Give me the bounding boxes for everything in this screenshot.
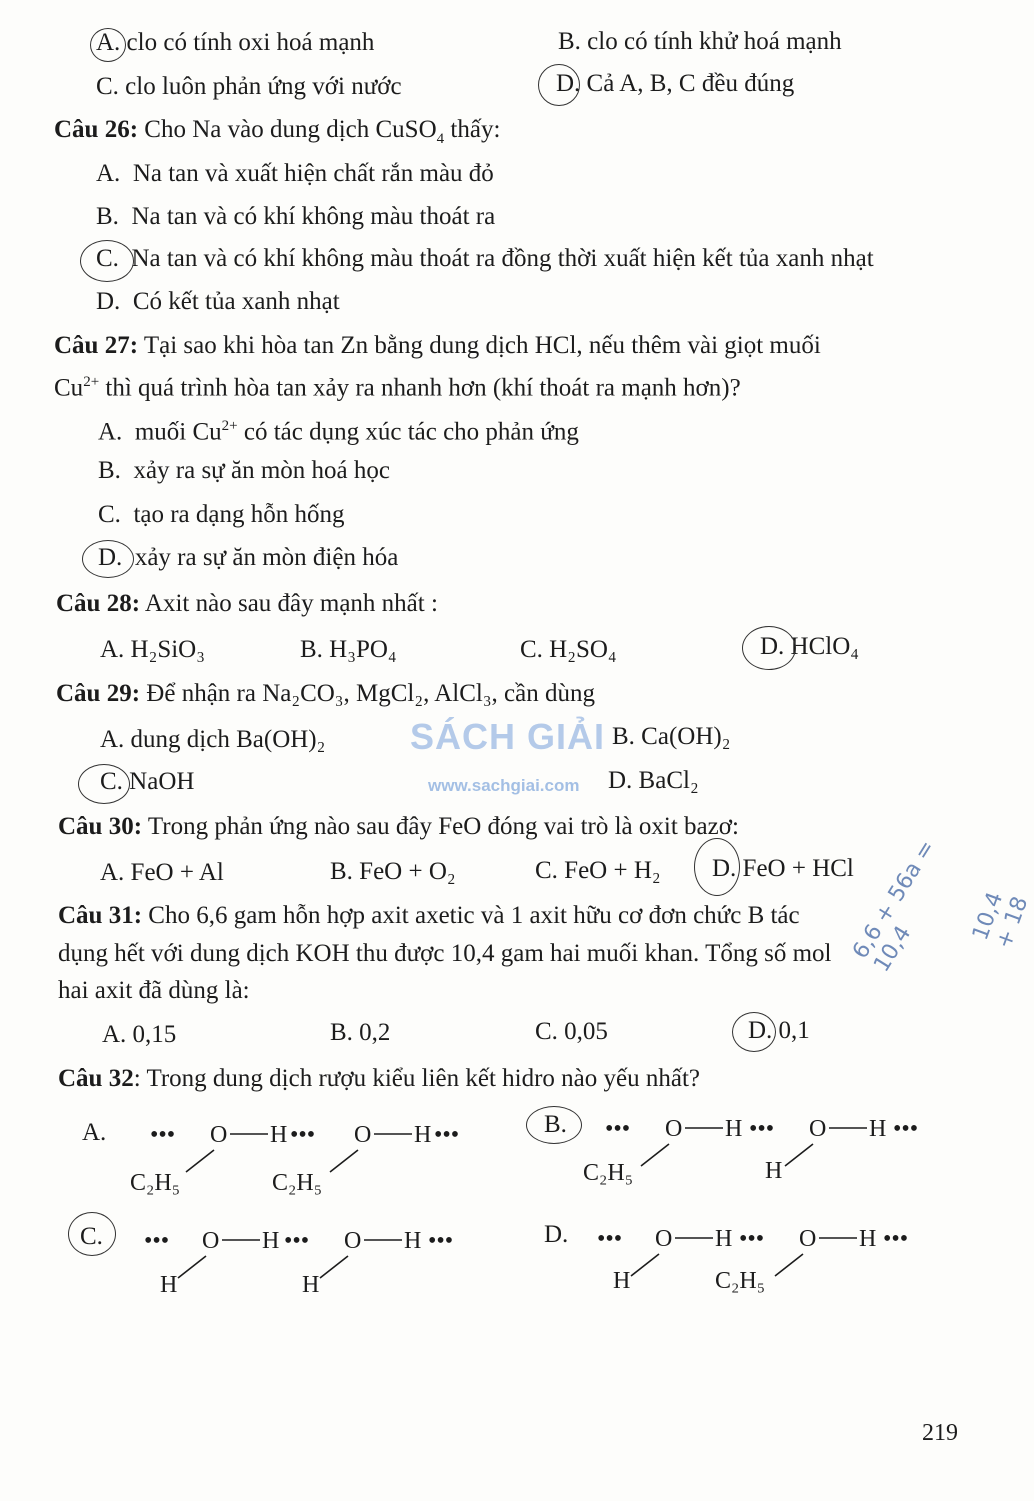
q27-option-d: D. xảy ra sự ăn mòn điện hóa xyxy=(98,544,399,571)
watermark-url: www.sachgiai.com xyxy=(428,776,580,795)
q28-option-a: A. H₂SiO₃ xyxy=(100,636,205,663)
q32-structure-d xyxy=(597,1214,937,1304)
q31-option-b: B. 0,2 xyxy=(330,1019,391,1046)
q30-option-a: A. FeO + Al xyxy=(100,859,224,886)
ethyl-group: C₂H₅ xyxy=(583,1160,634,1186)
oxygen-atom: O xyxy=(210,1122,228,1148)
oxygen-atom: O xyxy=(202,1228,220,1254)
handwritten-note-1: 6,6 + 56a = 10,4 xyxy=(848,836,941,977)
q32-option-d-letter: D. xyxy=(544,1221,569,1248)
q26-option-c: C. Na tan và có khí không màu thoát ra đồng thời xuất hiện kết tủa xanh nhạt xyxy=(96,245,874,272)
q32-option-c-letter: C. xyxy=(80,1223,103,1250)
q25-option-b: B. clo có tính khử hoá mạnh xyxy=(558,28,842,55)
q26-label: Câu 26: xyxy=(54,116,139,143)
ethyl-group: C₂H₅ xyxy=(130,1170,181,1196)
q26-option-b: B. Na tan và có khí không màu thoát ra xyxy=(96,203,496,230)
q30-option-d: D. FeO + HCl xyxy=(712,855,854,882)
q32-structure-b xyxy=(583,1104,945,1194)
q28-option-d: D. HClO₄ xyxy=(760,633,859,660)
answer-circle-q30 xyxy=(694,838,740,896)
hbond-dots: ••• xyxy=(749,1116,775,1142)
answer-circle-q26 xyxy=(80,240,134,282)
q26-tail: thấy: xyxy=(444,116,501,143)
q30-label: Câu 30: xyxy=(58,813,143,840)
q28-option-b: B. H₃PO₄ xyxy=(300,636,397,663)
answer-circle-q32b xyxy=(526,1106,582,1144)
ethyl-group: C₂H₅ xyxy=(272,1170,323,1196)
q27-option-a: A. muối $Cu^{2+}$ có tác dụng xúc tác cho phản ứng xyxy=(98,418,579,446)
answer-circle-q28 xyxy=(742,626,796,670)
q31-label: Câu 31: xyxy=(58,902,143,929)
page-number: 219 xyxy=(922,1420,958,1446)
q29-option-d: D. BaCl₂ xyxy=(608,767,699,794)
answer-circle-q29 xyxy=(78,764,130,804)
hbond-dots: ••• xyxy=(893,1116,919,1142)
oxygen-atom: O xyxy=(354,1122,372,1148)
answer-circle-q25d xyxy=(538,64,580,106)
q29-stem: Câu 29: Để nhận ra Na₂CO₃, MgCl₂, AlCl₃, cần dùng xyxy=(56,680,595,707)
hbond-dots: ••• xyxy=(434,1122,460,1148)
q28-label: Câu 28: xyxy=(56,590,141,617)
q31-option-d: D. 0,1 xyxy=(748,1017,810,1044)
q27-option-c: C. tạo ra dạng hỗn hống xyxy=(98,501,345,528)
hbond-dots: ••• xyxy=(428,1228,454,1254)
q26-option-a: A. Na tan và xuất hiện chất rắn màu đỏ xyxy=(96,160,494,187)
hbond-dots: ••• xyxy=(739,1226,765,1252)
hbond-dots: ••• xyxy=(597,1226,623,1252)
q26-text: Cho Na vào dung dịch CuSO xyxy=(144,116,437,143)
q26-stem xyxy=(54,115,500,154)
hbond-dots: ••• xyxy=(605,1116,631,1142)
q25-option-c: C. clo luôn phản ứng với nước xyxy=(96,73,402,100)
q32-label: Câu 32 xyxy=(58,1065,134,1092)
q30-stem: Câu 30: Trong phản ứng nào sau đây FeO đóng vai trò là oxit bazơ: xyxy=(58,813,739,840)
q27-option-b: B. xảy ra sự ăn mòn hoá học xyxy=(98,457,390,484)
q27-stem-line1: Câu 27: Tại sao khi hòa tan Zn bằng dung dịch HCl, nếu thêm vài giọt muối xyxy=(54,332,821,359)
hydrogen-atom: H xyxy=(715,1226,733,1252)
hbond-dots: ••• xyxy=(284,1228,310,1254)
q30-option-c: C. FeO + H₂ xyxy=(535,857,661,884)
q29-option-c: C. NaOH xyxy=(100,768,195,795)
hbond-dots: ••• xyxy=(883,1226,909,1252)
oxygen-atom: O xyxy=(344,1228,362,1254)
q32-option-a-letter: A. xyxy=(82,1119,107,1146)
q29-option-a: A. dung dịch Ba(OH)₂ xyxy=(100,726,326,753)
hydrogen-atom: H xyxy=(302,1272,320,1298)
hydrogen-atom: H xyxy=(725,1116,743,1142)
answer-circle-q27 xyxy=(82,540,134,578)
hbond-dots: ••• xyxy=(150,1122,176,1148)
q31-stem-line2: dụng hết với dung dịch KOH thu được 10,4 gam hai muối khan. Tổng số mol xyxy=(58,940,832,967)
oxygen-atom: O xyxy=(655,1226,673,1252)
hydrogen-atom: H xyxy=(869,1116,887,1142)
q28-option-c: C. H₂SO₄ xyxy=(520,636,617,663)
q31-option-a: A. 0,15 xyxy=(102,1021,177,1048)
handwritten-note-2: 10,4 + 18 xyxy=(968,888,1034,953)
hydrogen-atom: H xyxy=(765,1158,783,1184)
q31-stem-line1: Câu 31: Cho 6,6 gam hỗn hợp axit axetic và 1 axit hữu cơ đơn chức B tác xyxy=(58,902,800,929)
q28-stem: Câu 28: Axit nào sau đây mạnh nhất : xyxy=(56,590,438,617)
q31-option-c: C. 0,05 xyxy=(535,1018,608,1045)
hydrogen-atom: H xyxy=(613,1268,631,1294)
q32-structure-c xyxy=(144,1216,484,1306)
q32-structure-a xyxy=(130,1110,490,1200)
q26-sub: 4 xyxy=(436,131,445,147)
ethyl-group: C₂H₅ xyxy=(715,1268,766,1294)
answer-circle-q25 xyxy=(90,28,126,62)
q32-stem: Câu 32: Trong dung dịch rượu kiểu liên kết hidro nào yếu nhất? xyxy=(58,1065,700,1092)
q27-stem-line2: $Cu^{2+}$ thì quá trình hòa tan xảy ra nhanh hơn (khí thoát ra mạnh hơn)? xyxy=(54,374,741,402)
oxygen-atom: O xyxy=(799,1226,817,1252)
hydrogen-atom: H xyxy=(404,1228,422,1254)
answer-circle-q32c xyxy=(68,1212,116,1256)
hydrogen-atom: H xyxy=(859,1226,877,1252)
q29-label: Câu 29: xyxy=(56,680,141,707)
oxygen-atom: O xyxy=(809,1116,827,1142)
hbond-dots: ••• xyxy=(144,1228,170,1254)
q31-stem-line3: hai axit đã dùng là: xyxy=(58,977,250,1004)
hbond-dots: ••• xyxy=(290,1122,316,1148)
watermark-logo: SÁCH GIẢI xyxy=(410,716,606,757)
q30-option-b: B. FeO + O₂ xyxy=(330,858,456,885)
hydrogen-atom: H xyxy=(262,1228,280,1254)
q26-option-d: D. Có kết tủa xanh nhạt xyxy=(96,288,340,315)
hydrogen-atom: H xyxy=(270,1122,288,1148)
oxygen-atom: O xyxy=(665,1116,683,1142)
q25-option-d: D. Cả A, B, C đều đúng xyxy=(556,70,795,97)
hydrogen-atom: H xyxy=(414,1122,432,1148)
q29-option-b: B. Ca(OH)₂ xyxy=(612,723,731,750)
answer-circle-q31 xyxy=(732,1012,776,1052)
hydrogen-atom: H xyxy=(160,1272,178,1298)
q27-label: Câu 27: xyxy=(54,332,139,359)
q32-option-b-letter: B. xyxy=(544,1111,567,1138)
q25-option-a: A. clo có tính oxi hoá mạnh xyxy=(96,29,375,56)
